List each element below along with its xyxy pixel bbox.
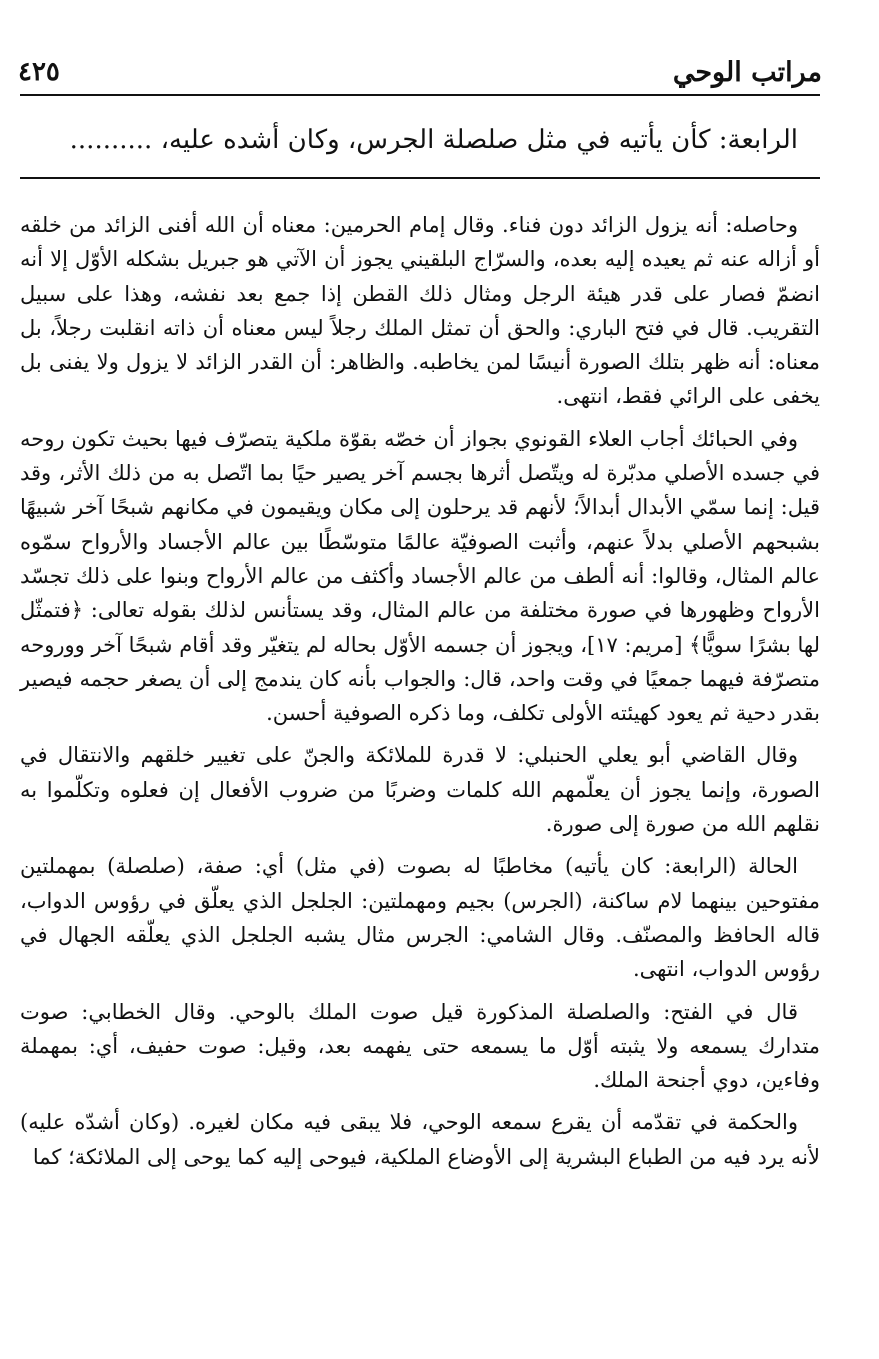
header-rule: [20, 94, 820, 96]
paragraph: قال في الفتح: والصلصلة المذكورة قيل صوت الملك بالوحي. وقال الخطابي: صوت متدارك يسمعه ولا يثبته أوّل ما يسمعه حتى يفهمه بعد، وقيل: صوت حفيف، أي: بمهملة وفاءين، دوي أجنحة الملك.: [20, 999, 820, 1093]
paragraph: وفي الحبائك أجاب العلاء القونوي بجواز أن خصّه بقوّة ملكية يتصرّف فيها بحيث تكون روحه في جسده الأصلي مدبّرة له ويتّصل أثرها بجسم آخر يصير حيًا بما اتّصل به من ذلك الأثر، وقد قيل: إنما سمّي الأبدال أبدالاً؛ لأنهم قد يرحلون إلى مكان ويقيمون في مكانهم شبحًا آخر شبيهًا بشبحهم الأصلي بدلاً عنهم، وأثبت الصوفيّة عالمًا متوسّطًا بين عالم الأجساد والأرواح سمّوه عالم المثال، وقالوا: أنه ألطف من عالم الأجساد وأكثف من عالم الأرواح وبنوا على ذلك تجسّد الأرواح وظهورها في صورة مختلفة من عالم المثال، وقد يستأنس لذلك بقوله تعالى: ﴿فتمثّل لها بشرًا سويًّا﴾ [مريم: ١٧]، ويجوز أن جسمه الأوّل بحاله لم يتغيّر وقد أقام شبحًا آخر ووروحه متصرّفة فيهما جمعيًا في وقت واحد، قال: والجواب بأنه كان يندمج إلى أن يصغر حجمه فيصير بقدر دحية ثم يعود كهيئته الأولى تكلف، وما ذكره الصوفية أحسن.: [20, 426, 821, 726]
paragraph: الحالة (الرابعة: كان يأتيه) مخاطبًا له بصوت (في مثل) أي: صفة، (صلصلة) بمهملتين مفتوحين بينهما لام ساكنة، (الجرس) بجيم ومهملتين: الجلجل الذي يعلّق في رؤوس الدواب، قاله الحافظ والمصنّف. وقال الشامي: الجرس مثال يشبه الجلجل الذي يعلّقه الجهال في رؤوس الدواب، انتهى.: [20, 854, 820, 982]
paragraph: والحكمة في تقدّمه أن يقرع سمعه الوحي، فلا يبقى فيه مكان لغيره. (وكان أشدّه عليه) لأنه يرد فيه من الطباع البشرية إلى الأوضاع الملكية، فيوحى إليه كما يوحى إلى الملائكة؛ كما: [20, 1110, 820, 1169]
matn-text: الرابعة: كأن يأتيه في مثل صلصلة الجرس، وكان أشده عليه، ..........: [69, 125, 798, 155]
paragraph: وقال القاضي أبو يعلي الحنبلي: لا قدرة للملائكة والجنّ على تغيير خلقهم والانتقال في الصورة، وإنما يجوز أن يعلّمهم الله كلمات وضربًا من ضروب الأفعال إن فعلوه وتكلّموا به نقلهم الله من صورة إلى صورة.: [20, 743, 820, 837]
paragraph: وحاصله: أنه يزول الزائد دون فناء. وقال إمام الحرمين: معناه أن الله أفنى الزائد من خلقه أو أزاله عنه ثم يعيده إليه بعده، والسرّاج البلقيني يجوز أن الآتي هو جبريل بشكله الأوّل إلا أنه انضمّ فصار على قدر هيئة الرجل ومثال ذلك القطن إذا جمع بعد نفشه، وهذا على سبيل التقريب. قال في فتح الباري: والحق أن تمثل الملك رجلاً ليس معناه أن ذاته انقلبت رجلاً، بل معناه: أنه ظهر بتلك الصورة أنيسًا لمن يخاطبه. والظاهر: أن القدر الزائد لا يزول ولا يفنى بل يخفى على الرائي فقط، انتهى.: [20, 213, 820, 409]
page-header: [18, 52, 822, 92]
matn-rule: [20, 177, 820, 179]
running-title: مراتب الوحي: [672, 56, 822, 88]
commentary-body: [20, 208, 820, 1182]
page-number: ٤٢٥: [18, 57, 60, 87]
